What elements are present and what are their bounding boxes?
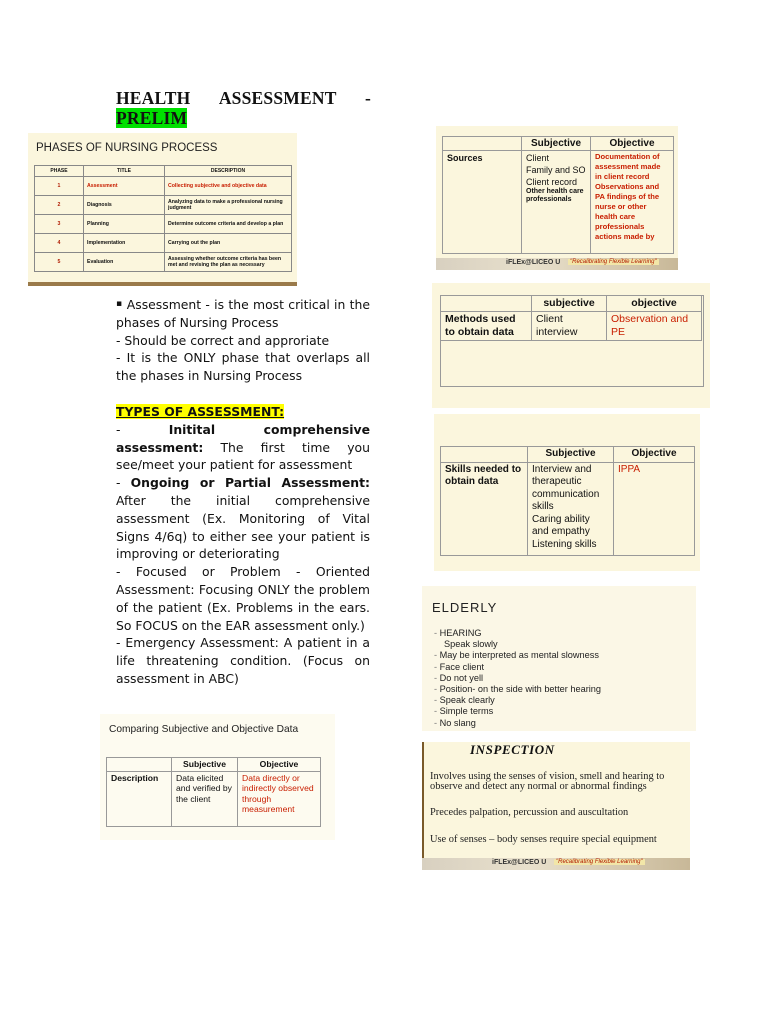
types-section: TYPES OF ASSESSMENT: - Initital comprehensive assessment: The first time you see/meet your patient for assessment - Ongoing or Partial Assessment: After the initial comprehensive assessment (Ex. Monitoring of Vital Signs 4/6q) to either see your patient is improving or deteriorating - Focused or Problem - Oriented Assessment: Focusing ONLY the problem of the patient (Ex. Problems in the ears. So FOCUS on the EAR assessment only.) - Emergency Assessment: A patient in a life threatening condition. (Focus on assessment in ABC) [116,404,370,686]
title-prelim: PRELIM [116,108,188,128]
objective-cell: Observation and PE [607,312,702,341]
skills-slide [434,414,700,571]
col-objective: Objective [591,137,674,151]
phase-desc: Determine outcome criteria and develop a plan [165,215,292,234]
col-subjective: subjective [532,296,607,312]
list-item: - May be interpreted as mental slowness [434,650,601,661]
subjective-cell [528,462,614,555]
phase-desc: Collecting subjective and objective data [165,177,292,196]
col-objective: Objective [614,447,695,463]
emergency-text: - Emergency Assessment: A patient in a life threatening condition. (Focus on assessment in ABC) [116,635,370,686]
footer-brand: iFLEx@LICEO U [492,859,547,866]
initial-label: Initital comprehensive assessment: [116,421,370,455]
table-row [35,253,292,272]
skills-table [440,446,695,556]
phase-title: Evaluation [84,253,165,272]
phases-slide-title: PHASES OF NURSING PROCESS [36,142,218,154]
initial-text: The first time you see/meet your patient for assessment [116,439,370,473]
elderly-title: ELDERLY [432,600,498,615]
objective-cell: Data directly or indirectly observed through measurement [238,771,321,826]
row-label: Description [107,771,172,826]
title-word-1: HEALTH [116,88,191,108]
phase-num: 5 [35,253,84,272]
objective-cell [591,151,674,254]
slide-footer-bar [422,858,690,870]
list-item: - Do not yell [434,673,601,684]
sources-table [442,136,674,254]
list-item: Family and SO [526,165,586,175]
document-title [116,88,371,128]
col-objective: Objective [238,758,321,772]
types-heading: TYPES OF ASSESSMENT: [116,404,285,419]
empty-header [443,137,522,151]
list-item: - Face client [434,662,601,673]
phases-slide [28,133,297,286]
list-item: Caring ability and empathy [532,513,590,537]
title-word-3: - [364,88,371,108]
table-row [35,234,292,253]
row-label: Methods used to obtain data [441,312,532,341]
phases-header: PHASE [35,166,84,177]
phases-header: DESCRIPTION [165,166,292,177]
slide-footer-bar [436,258,678,270]
phase-num: 3 [35,215,84,234]
focused-text: - Focused or Problem - Oriented Assessment: Focusing ONLY the problem of the patient (Ex. Problems in the ears. So FOCUS on the EAR assessment only.) [116,564,370,633]
row-label: Skills needed to obtain data [441,462,528,555]
phase-title: Assessment [84,177,165,196]
empty-header [441,447,528,463]
phase-title: Implementation [84,234,165,253]
table-row [35,196,292,215]
phase-desc: Carrying out the plan [165,234,292,253]
comparing-table [106,757,321,827]
list-item: Observations and PA findings of the nurse or other health care professionals actions made by [595,182,660,241]
list-item: - Simple terms [434,706,601,717]
col-subjective: Subjective [528,447,614,463]
inspection-point-1: Involves using the senses of vision, smell and hearing to observe and detect any normal or abnormal findings [430,771,665,792]
title-word-2: ASSESSMENT [218,88,337,108]
footer-tagline: "Recalibrating Flexible Learning" [556,859,643,865]
inspection-title: INSPECTION [470,742,555,757]
list-item: Documentation of assessment made in client record [595,152,661,181]
phase-num: 4 [35,234,84,253]
inspection-point-2: Precedes palpation, percussion and auscultation [430,807,629,818]
list-item: Interview and therapeutic communication skills [532,463,600,512]
phase-num: 2 [35,196,84,215]
list-item: - Position- on the side with better hearing [434,684,601,695]
methods-slide [432,283,710,408]
ongoing-label: Ongoing or Partial Assessment: [130,475,370,491]
objective-cell: IPPA [614,462,695,555]
list-item: Listening skills [532,538,597,550]
elderly-list [434,628,601,729]
intro-text [116,296,370,385]
inspection-slide [422,742,690,870]
phase-title: Diagnosis [84,196,165,215]
list-item: Speak slowly [444,639,498,650]
col-subjective: Subjective [522,137,591,151]
comparing-slide [100,714,335,840]
ongoing-text: After the initial comprehensive assessment (Ex. Monitoring of Vital Signs 4/6q) to either see your patient is improving or deteriorating [116,492,370,562]
table-row [35,215,292,234]
bullet-icon: ▪ [116,299,123,309]
inspection-point-3: Use of senses – body senses require special equipment [430,834,657,845]
row-label: Sources [443,151,522,254]
list-item: - Speak clearly [434,695,601,706]
methods-table [440,295,702,341]
intro-bullet: Assessment - is the most critical in the phases of Nursing Process [116,297,370,330]
footer-tagline: "Recalibrating Flexible Learning" [570,259,657,265]
phases-header-row [35,166,292,177]
intro-line-2: - Should be correct and approriate [116,332,330,348]
list-item: - No slang [434,718,601,729]
col-subjective: Subjective [172,758,238,772]
footer-brand: iFLEx@LICEO U [506,259,561,266]
phase-num: 1 [35,177,84,196]
subjective-cell [522,151,591,254]
intro-line-3: - It is the ONLY phase that overlaps all the phases in Nursing Process [116,350,370,384]
phase-desc: Analyzing data to make a professional nursing judgment [165,196,292,215]
col-objective: objective [607,296,702,312]
elderly-slide [422,586,696,731]
phase-title: Planning [84,215,165,234]
empty-header [107,758,172,772]
subjective-cell: Client interview [532,312,607,341]
phases-table [34,165,292,272]
list-item: - HEARING [434,628,601,639]
subjective-cell: Data elicited and verified by the client [172,771,238,826]
list-item: Client record [526,177,578,187]
slide-side-bar [422,742,424,858]
table-row [35,177,292,196]
list-item: Client [526,153,550,163]
sources-slide [436,126,678,270]
phase-desc: Assessing whether outcome criteria has been met and revising the plan as necessary [165,253,292,272]
phases-header: TITLE [84,166,165,177]
slide-footer-bar [28,282,297,286]
comparing-title: Comparing Subjective and Objective Data [109,724,299,735]
list-item: Other health care professionals [526,188,584,203]
empty-header [441,296,532,312]
